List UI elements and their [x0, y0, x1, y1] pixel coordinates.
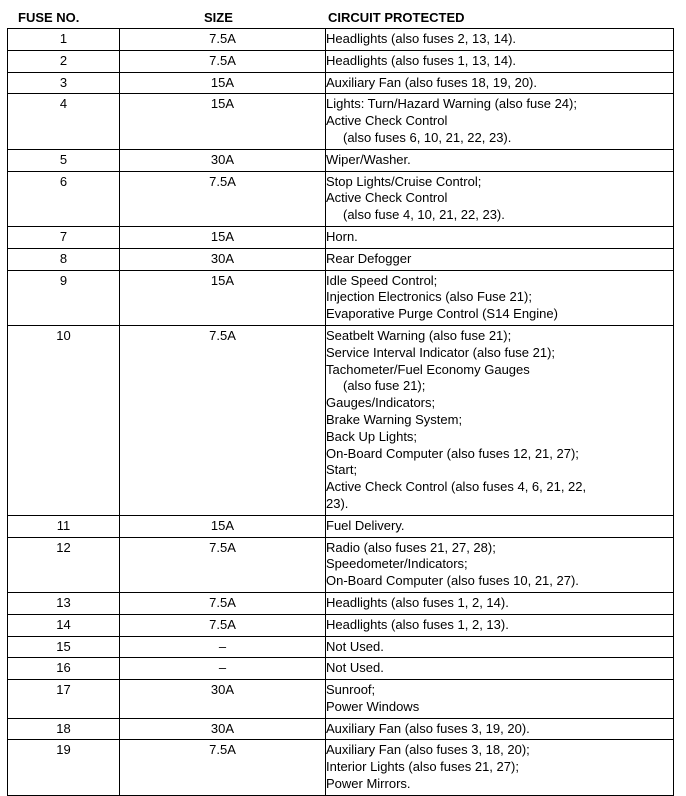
fuse-row	[8, 614, 674, 636]
fuse-number: 14	[8, 614, 120, 636]
fuse-size: 7.5A	[120, 740, 326, 795]
fuse-number: 19	[8, 740, 120, 795]
circuit-line: Brake Warning System;	[326, 411, 463, 427]
fuse-row	[8, 226, 674, 248]
circuit-line: Gauges/Indicators;	[326, 395, 436, 411]
fuse-number: 10	[8, 325, 120, 515]
fuse-size: 7.5A	[120, 592, 326, 614]
circuit-protected	[326, 50, 674, 72]
fuse-size: 7.5A	[120, 50, 326, 72]
circuit-line: Service Interval Indicator (also fuse 21);	[326, 344, 556, 360]
circuit-line: 23).	[326, 495, 349, 511]
fuse-number: 9	[8, 270, 120, 325]
circuit-line: Tachometer/Fuel Economy Gauges	[326, 361, 530, 377]
circuit-protected	[326, 29, 674, 51]
fuse-size: 7.5A	[120, 29, 326, 51]
fuse-number: 11	[8, 515, 120, 537]
fuse-table-body	[8, 29, 674, 796]
circuit-line: Interior Lights (also fuses 21, 27);	[326, 759, 519, 775]
circuit-protected	[326, 248, 674, 270]
circuit-protected	[326, 515, 674, 537]
circuit-protected	[326, 592, 674, 614]
fuse-size: 15A	[120, 72, 326, 94]
circuit-line: Headlights (also fuses 2, 13, 14).	[326, 31, 517, 46]
fuse-size: 15A	[120, 94, 326, 149]
circuit-line: Not Used.	[326, 660, 384, 676]
fuse-number: 8	[8, 248, 120, 270]
fuse-row	[8, 740, 674, 795]
table-header	[0, 0, 686, 28]
fuse-size: 30A	[120, 149, 326, 171]
circuit-line: Auxiliary Fan (also fuses 18, 19, 20).	[326, 74, 537, 90]
fuse-row	[8, 149, 674, 171]
fuse-table	[7, 28, 674, 796]
circuit-line: Rear Defogger	[326, 250, 412, 266]
fuse-row	[8, 72, 674, 94]
fuse-row	[8, 636, 674, 658]
fuse-number: 1	[8, 29, 120, 51]
fuse-number: 2	[8, 50, 120, 72]
circuit-protected	[326, 149, 674, 171]
circuit-line: Seatbelt Warning (also fuse 21);	[326, 327, 512, 343]
circuit-line: Sunroof;	[326, 682, 376, 698]
circuit-line: Evaporative Purge Control (S14 Engine)	[326, 306, 558, 322]
circuit-line: Power Mirrors.	[326, 776, 411, 792]
circuit-line: Not Used.	[326, 638, 384, 654]
circuit-line: Headlights (also fuses 1, 13, 14).	[326, 52, 517, 68]
circuit-line: Back Up Lights;	[326, 428, 418, 444]
fuse-number: 17	[8, 680, 120, 719]
fuse-row	[8, 537, 674, 592]
fuse-number: 13	[8, 592, 120, 614]
fuse-size: 7.5A	[120, 325, 326, 515]
fuse-number: 18	[8, 718, 120, 740]
header-fuse-no: FUSE NO.	[18, 10, 80, 25]
fuse-size: –	[120, 658, 326, 680]
circuit-protected	[326, 718, 674, 740]
circuit-line: Fuel Delivery.	[326, 517, 405, 533]
fuse-row	[8, 592, 674, 614]
circuit-line: Idle Speed Control;	[326, 272, 438, 288]
fuse-number: 7	[8, 226, 120, 248]
circuit-protected	[326, 537, 674, 592]
circuit-line: Stop Lights/Cruise Control;	[326, 173, 482, 189]
circuit-line: (also fuses 6, 10, 21, 22, 23).	[343, 129, 512, 145]
circuit-protected	[326, 171, 674, 226]
circuit-line: Wiper/Washer.	[326, 151, 411, 167]
circuit-protected	[326, 94, 674, 149]
circuit-line: Injection Electronics (also Fuse 21);	[326, 289, 532, 305]
fuse-row	[8, 50, 674, 72]
fuse-row	[8, 29, 674, 51]
circuit-line: Speedometer/Indicators;	[326, 556, 468, 572]
fuse-size: 7.5A	[120, 171, 326, 226]
circuit-line: On-Board Computer (also fuses 10, 21, 27).	[326, 573, 579, 589]
fuse-row	[8, 171, 674, 226]
fuse-number: 4	[8, 94, 120, 149]
circuit-line: (also fuse 21);	[343, 378, 426, 394]
fuse-size: 7.5A	[120, 537, 326, 592]
circuit-protected	[326, 740, 674, 795]
fuse-size: –	[120, 636, 326, 658]
fuse-number: 6	[8, 171, 120, 226]
fuse-size: 15A	[120, 226, 326, 248]
circuit-protected	[326, 636, 674, 658]
circuit-protected	[326, 658, 674, 680]
circuit-line: Auxiliary Fan (also fuses 3, 18, 20);	[326, 742, 530, 758]
circuit-line: Power Windows	[326, 698, 420, 714]
circuit-protected	[326, 680, 674, 719]
circuit-line: Active Check Control (also fuses 4, 6, 21, 22,	[326, 479, 587, 495]
circuit-line: Start;	[326, 462, 358, 478]
circuit-line: Auxiliary Fan (also fuses 3, 19, 20).	[326, 720, 530, 736]
header-circuit-protected: CIRCUIT PROTECTED	[328, 10, 465, 25]
fuse-row	[8, 718, 674, 740]
circuit-protected	[326, 614, 674, 636]
fuse-row	[8, 325, 674, 515]
fuse-row	[8, 94, 674, 149]
fuse-row	[8, 515, 674, 537]
circuit-protected	[326, 325, 674, 515]
circuit-protected	[326, 72, 674, 94]
circuit-line: On-Board Computer (also fuses 12, 21, 27);	[326, 445, 579, 461]
circuit-line: (also fuse 4, 10, 21, 22, 23).	[343, 207, 505, 223]
circuit-line: Headlights (also fuses 1, 2, 13).	[326, 616, 509, 632]
circuit-line: Radio (also fuses 21, 27, 28);	[326, 539, 496, 555]
fuse-number: 5	[8, 149, 120, 171]
fuse-size: 7.5A	[120, 614, 326, 636]
fuse-row	[8, 680, 674, 719]
fuse-size: 15A	[120, 270, 326, 325]
fuse-row	[8, 248, 674, 270]
fuse-row	[8, 270, 674, 325]
fuse-number: 16	[8, 658, 120, 680]
fuse-size: 15A	[120, 515, 326, 537]
circuit-protected	[326, 226, 674, 248]
fuse-size: 30A	[120, 680, 326, 719]
circuit-line: Active Check Control	[326, 113, 448, 129]
fuse-size: 30A	[120, 718, 326, 740]
header-size: SIZE	[204, 10, 233, 25]
fuse-row	[8, 658, 674, 680]
fuse-number: 12	[8, 537, 120, 592]
circuit-protected	[326, 270, 674, 325]
circuit-line: Horn.	[326, 228, 358, 244]
fuse-number: 3	[8, 72, 120, 94]
fuse-number: 15	[8, 636, 120, 658]
fuse-size: 30A	[120, 248, 326, 270]
circuit-line: Headlights (also fuses 1, 2, 14).	[326, 594, 509, 610]
circuit-line: Lights: Turn/Hazard Warning (also fuse 24);	[326, 96, 577, 112]
circuit-line: Active Check Control	[326, 190, 448, 206]
